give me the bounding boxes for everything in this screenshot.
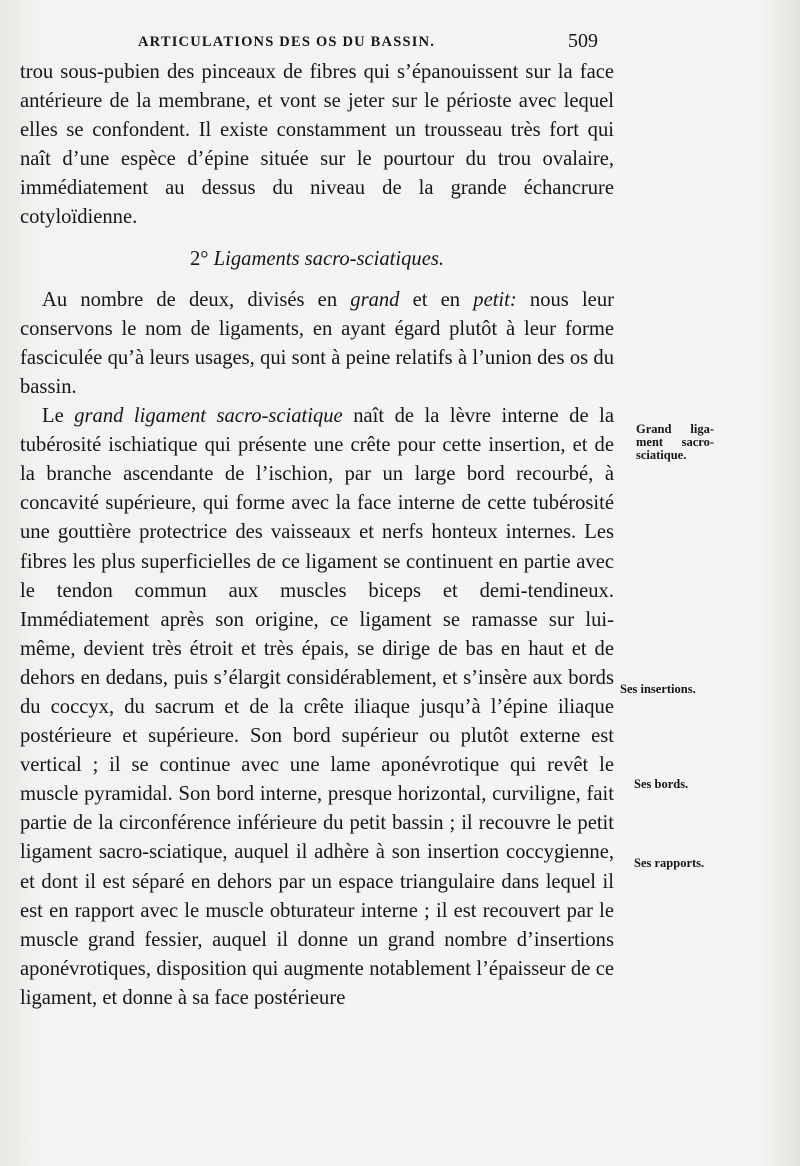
paragraph-3-em: grand ligament sacro-sciatique — [74, 405, 343, 428]
margin-note-line: ment sacro- — [636, 435, 714, 449]
paragraph-3-start: Le — [42, 405, 64, 428]
margin-note-bords — [634, 778, 734, 791]
margin-note-line: Ses bords. — [634, 777, 689, 791]
running-title: ARTICULATIONS DES OS DU BASSIN. — [138, 34, 436, 50]
margin-note-grand-ligament — [636, 423, 736, 462]
margin-note-line: Grand liga- — [636, 422, 714, 436]
paragraph-2-end: nous leur conservons le nom de ligaments, en ayant égard plutôt à leur forme fasciculée qu’à leurs usages, qui sont à peine relatifs à l’union des os du bassin. — [20, 288, 614, 398]
margin-note-rapports — [634, 857, 734, 870]
paragraph-2-em-petit: petit: — [473, 288, 517, 311]
paragraph-2-mid: et en — [412, 288, 461, 311]
paragraph-3-end: naît de la lèvre interne de la tubérosité ischiatique qui présente une crête pour cette insertion, et de la branche ascendante de l’ischion, par un large bord recourbé, à concavité supérieure, qui forme avec la face interne de cette tubérosité une gouttière protectrice des vaisseaux et nerfs honteux internes. Les fibres les plus superficielles de ce ligament se continuent en partie avec le tendon commun aux muscles biceps et demi-tendineux. Immédiatement après son origine, ce ligament se ramasse sur lui-même, devient très étroit et très épais, se dirige de bas en haut et de dehors en dedans, puis s’élargit considérablement, et s’insère aux bords du coccyx, du sacrum et de la crête iliaque jusqu’à l’épine iliaque postérieure et supérieure. Son bord supérieur ou plutôt externe est vertical ; il se continue avec une lame aponévrotique qui revêt le muscle pyramidal. Son bord interne, presque horizontal, curviligne, fait partie de la circonférence inférieure du petit bassin ; il recouvre le petit ligament sacro-sciatique, auquel il adhère à son insertion coccygienne, et dont il est séparé en dehors par un espace triangulaire dans lequel il est en rapport avec le muscle obturateur interne ; il est recouvert par le muscle grand fessier, auquel il donne un grand nombre d’insertions aponévrotiques, disposition qui augmente notablement l’épaisseur de ce ligament, et donne à sa face postérieure — [20, 405, 614, 1009]
page-number: 509 — [568, 30, 598, 52]
margin-note-line: Ses rapports. — [634, 856, 705, 870]
section-number: 2° — [189, 247, 209, 270]
margin-note-line: sciatique. — [636, 448, 687, 462]
margin-note-insertions — [620, 683, 720, 696]
paragraph-2-start: Au nombre de deux, divisés en — [42, 288, 338, 311]
margin-note-line: Ses insertions. — [620, 682, 696, 696]
section-title: Ligaments sacro-sciatiques. — [213, 247, 445, 270]
paragraph-1-text: trou sous-pubien des pinceaux de fibres qui s’épanouissent sur la face antérieure de la membrane, et vont se jeter sur le périoste avec lequel elles se confondent. Il existe constamment un trousseau très fort qui naît d’une espèce d’épine située sur le pourtour du trou ovalaire, immédiatement au dessus du niveau de la grande échancrure cotyloïdienne. — [20, 61, 614, 229]
paragraph-2-em-grand: grand — [350, 288, 400, 311]
